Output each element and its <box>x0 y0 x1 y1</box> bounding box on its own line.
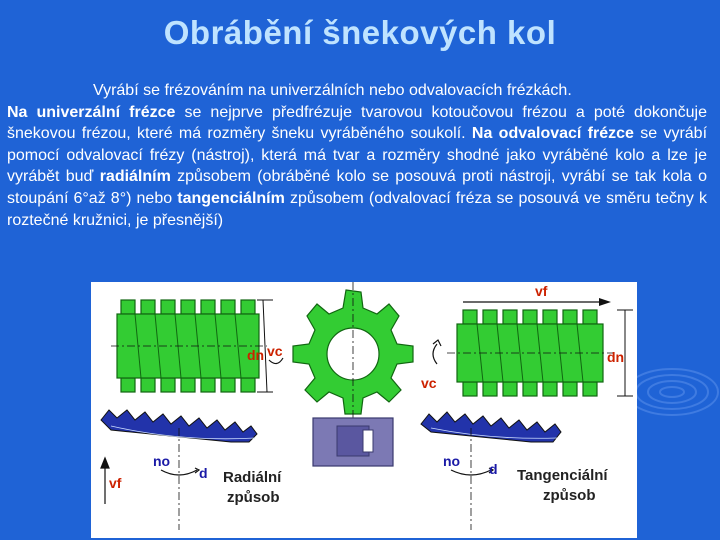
right-no-label: no <box>443 453 461 469</box>
left-rotation-arrow <box>161 468 199 475</box>
right-hob-cutter <box>447 310 613 396</box>
intro-text: Vyrábí se frézováním na univerzálních nebo odvalovacích frézkách. <box>93 82 572 99</box>
left-d-label: d <box>199 465 208 481</box>
right-caption-line1: Tangenciální <box>517 467 608 484</box>
tangential-term: tangenciálním <box>177 189 285 207</box>
center-hob-end-view <box>293 282 413 430</box>
radial-term: radiálním <box>99 168 171 186</box>
left-vc-label: vc <box>267 343 283 359</box>
left-worm-wheel <box>101 410 257 442</box>
left-no-label: no <box>153 453 171 469</box>
right-worm-wheel <box>421 412 561 442</box>
right-vf-arrow <box>463 298 611 306</box>
tangential-text: způsobem (odvalovací fréza se posouvá ve směru tečny k roztečné kružnici, je přesnější) <box>7 189 708 229</box>
left-caption-line1: Radiální <box>223 469 282 486</box>
body-paragraph <box>7 80 707 231</box>
left-vf-arrow <box>101 458 109 504</box>
slide-title: Obrábění šnekových kol <box>163 14 557 51</box>
worm-wheel-machining-figure <box>91 282 637 538</box>
left-hob-cutter <box>111 300 267 392</box>
right-rotation-arrow <box>451 468 493 475</box>
left-dn-label: dn <box>247 347 265 363</box>
universal-mill-term: Na univerzální frézce <box>7 103 176 121</box>
left-caption-line2: způsob <box>227 489 280 506</box>
left-vf-label: vf <box>109 475 122 491</box>
right-dn-label: dn <box>607 349 625 365</box>
tool-holder <box>313 418 393 466</box>
radial-text: způsobem (obráběné kolo se posouvá proti nástroji, vyrábí se tak kola o stoupání 6°až 8°) nebo <box>7 168 708 207</box>
right-vc-label: vc <box>421 375 437 391</box>
figure-drawing <box>91 282 637 538</box>
right-d-label: d <box>489 461 498 477</box>
hobbing-mill-term: Na odvalovací frézce <box>471 125 634 143</box>
universal-mill-text: se nejprve předfrézuje tvarovou kotoučovou frézou a poté dokončuje šnekovou frézou, které má rozměry šneku vyráběného soukolí. <box>7 103 708 143</box>
hobbing-mill-text: se vyrábí pomocí odvalovací frézy (nástroj), která má tvar a rozměry shodné jako vyráběné kolo a lze je vyrábět buď <box>7 125 708 186</box>
right-vf-label: vf <box>535 283 548 299</box>
right-caption-line2: způsob <box>543 487 596 504</box>
right-vc-arrow <box>433 340 441 364</box>
